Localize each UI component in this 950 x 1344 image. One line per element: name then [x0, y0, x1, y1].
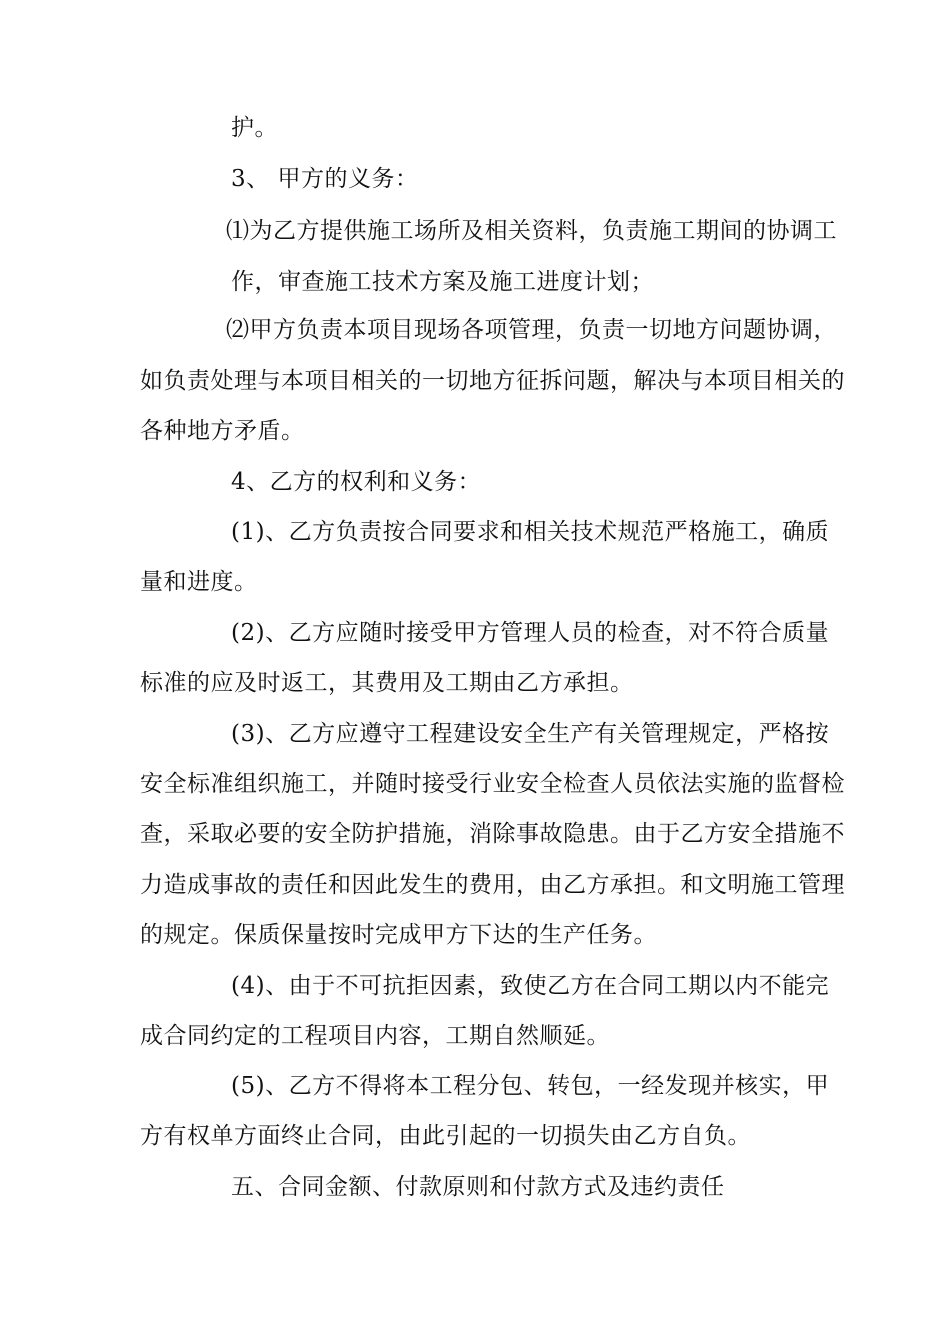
text-line: 如负责处理与本项目相关的一切地方征拆问题，解决与本项目相关的 — [140, 368, 845, 394]
text-line: 护。 — [231, 115, 278, 141]
text-line: 成合同约定的工程项目内容，工期自然顺延。 — [140, 1023, 610, 1049]
text-line: 各种地方矛盾。 — [140, 418, 305, 444]
text-line: 方有权单方面终止合同，由此引起的一切损失由乙方自负。 — [140, 1123, 751, 1149]
text-line: 标准的应及时返工，其费用及工期由乙方承担。 — [140, 670, 634, 696]
text-line: 力造成事故的责任和因此发生的费用，由乙方承担。和文明施工管理 — [140, 872, 845, 898]
section-heading: 五、合同金额、付款原则和付款方式及违约责任 — [231, 1174, 725, 1200]
text-line: (2)、乙方应随时接受甲方管理人员的检查，对不符合质量 — [231, 620, 830, 646]
section-heading: 4、乙方的权利和义务： — [231, 469, 482, 495]
text-line: ⑵甲方负责本项目现场各项管理，负责一切地方问题协调， — [226, 317, 837, 343]
text-line: (5)、乙方不得将本工程分包、转包，一经发现并核实，甲 — [231, 1073, 830, 1099]
section-heading: 3、 甲方的义务： — [231, 166, 419, 192]
text-line: 作，审查施工技术方案及施工进度计划； — [231, 269, 654, 295]
text-line: (4)、由于不可抗拒因素，致使乙方在合同工期以内不能完 — [231, 973, 830, 999]
text-line: (1)、乙方负责按合同要求和相关技术规范严格施工，确质 — [231, 519, 830, 545]
text-line: 查，采取必要的安全防护措施，消除事故隐患。由于乙方安全措施不 — [140, 821, 845, 847]
text-line: (3)、乙方应遵守工程建设安全生产有关管理规定，严格按 — [231, 721, 830, 747]
text-line: 的规定。保质保量按时完成甲方下达的生产任务。 — [140, 922, 657, 948]
text-line: 安全标准组织施工，并随时接受行业安全检查人员依法实施的监督检 — [140, 771, 845, 797]
text-line: 量和进度。 — [140, 569, 258, 595]
text-line: ⑴为乙方提供施工场所及相关资料，负责施工期间的协调工 — [226, 218, 837, 244]
